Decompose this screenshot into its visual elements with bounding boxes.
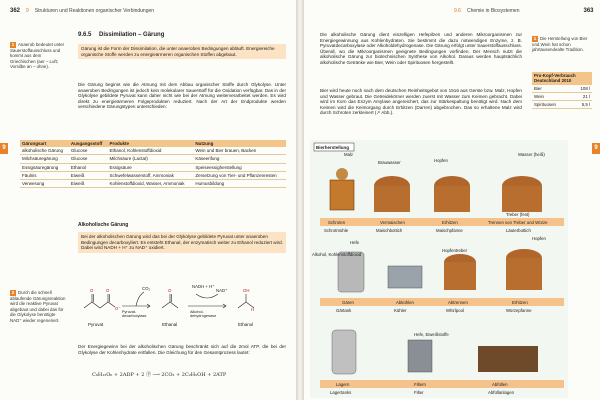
note-badge: 1	[11, 42, 15, 47]
stage-label: Whirlpool	[446, 308, 464, 313]
table-cell: Humusbildung	[193, 180, 286, 188]
scheme-enzyme: Alkohol-dehydrogenase	[190, 310, 217, 318]
consumption-title: Pro-Kopf-Verbrauch Deutschland 2010	[532, 72, 592, 85]
table-cell: Milchsäuregärung	[20, 155, 69, 163]
table-header: Ausgangsstoff	[69, 140, 108, 147]
stage-label: Maischbottich	[376, 228, 403, 233]
svg-text:O: O	[168, 288, 172, 293]
action-label: Lagern	[336, 382, 350, 387]
stage-label: Kühler	[394, 308, 407, 313]
stage-label: Gärtank	[336, 308, 352, 313]
table-header-row	[20, 140, 286, 147]
page-number: 362	[10, 7, 21, 14]
reaction-scheme-graphic	[78, 282, 288, 334]
action-label: Filtern	[414, 382, 426, 387]
action-label: Abtrennen	[448, 300, 468, 305]
scheme-enzyme: Pyruvat-decarboxylase	[122, 310, 147, 318]
left-page	[0, 0, 296, 400]
action-label: Erhitzen	[442, 220, 458, 225]
running-header-left	[10, 6, 154, 15]
margin-note-text: Die Herstellung von Bier und Wein hat schon jahrtausendealte Tradition.	[532, 36, 588, 53]
table-cell: Zersetzung von Tier- und Pflanzenresten	[193, 171, 286, 179]
chapter-title: Strukturen und Reaktionen organischer Verbindungen	[34, 7, 155, 14]
scheme-label: Pyruvat	[88, 322, 104, 327]
svg-text:O: O	[106, 288, 110, 293]
table-cell: Essigsäuregärung	[20, 163, 69, 171]
mash-tun-icon	[374, 176, 410, 212]
table-cell: Ethanol, Kohlenstoffdioxid	[107, 147, 193, 155]
table-cell: Ethanol	[69, 163, 108, 171]
table-cell: Milchsäure (Lactat)	[107, 155, 193, 163]
table-cell: Eiweiß	[69, 171, 108, 179]
yeast-out-label: Hefe, Eiweißstoffe	[414, 332, 449, 337]
body-paragraph: Die Gärung beginnt wie die Atmung mit dem Abbau organischer Stoffe durch Glykolyse. Unter anaeroben Bedingungen ist jedoch kein molekularer Sauerstoff für die Oxidation verfügbar. Das in der Glykolyse gebildete Pyruvat kann daher nicht wie bei der Atmung weiterverarbeitet werden. Es wird direkt zu energieärmeren Folgeprodukten reduziert. Nach der Art der Endprodukte werden verschiedene Gärungstypen unterschieden:	[78, 82, 286, 109]
definition-box: Gärung ist die Form der Dissimilation, die unter anaeroben Bedingungen abläuft. Energiereiche organische Stoffe werden zu energieärmeren organischen Stoffen abgebaut.	[78, 44, 286, 59]
table-row	[20, 180, 286, 188]
stage-label: Abfüllanlagen	[488, 390, 515, 395]
body-paragraph: Die alkoholische Gärung dient einzelligen Hefepilzen und anderen Mikroorganismen zur Energiegewinnung aus Kohlenhydraten. Sie bestimmt die dazu notwendigen Enzyme, z. B. Pyruvatdecarboxylase oder Alkoholdehydrogenase. Die Gärung erfolgt unter Sauerstoffausschluss. Überall, wo die Mikroorganismen geeignete Bedingungen vorfinden. Der Mensch nutzt die alkoholische Gärung zur biotechnischen Synthese von Alkohol. Daraus werden hauptsächlich alkoholische Getränke wie Bier, Wein oder Spirituosen hergestellt.	[320, 32, 522, 65]
svg-text:O⁻: O⁻	[115, 306, 121, 311]
table-cell: Kohlenstoffdioxid, Wasser, Ammoniak	[107, 180, 193, 188]
beer-production-diagram	[310, 140, 568, 398]
spent-grain-label: Treber (fest)	[506, 212, 530, 217]
table-row	[532, 101, 592, 109]
table-row	[20, 147, 286, 155]
mash-kettle-icon	[434, 176, 470, 212]
chapter-tab: 9	[592, 143, 600, 154]
table-cell: 108 l	[580, 85, 590, 91]
table-header: Gärungsart	[20, 140, 69, 147]
table-cell: Eiweiß	[69, 180, 108, 188]
yeast-label: Hefe	[350, 240, 360, 245]
brewing-water-label: Brauwasser	[378, 160, 401, 165]
margin-note	[532, 36, 592, 53]
scheme-co2: CO₂	[142, 286, 151, 291]
stage-label: Maischpfanne	[436, 228, 463, 233]
action-label: Abkühlen	[396, 300, 414, 305]
table-row	[20, 171, 286, 179]
note-badge: 1	[533, 36, 537, 41]
malt-label: Malz	[344, 152, 354, 157]
table-cell: alkoholische Gärung	[20, 147, 69, 155]
table-row	[20, 163, 286, 171]
margin-note-text: Anaerob bedeutet unter Sauerstoffausschluss und kommt aus dem Griechischen (aer – Luft; Vorsilbe an – ohne).	[10, 42, 65, 70]
consumption-table	[532, 72, 592, 109]
table-header: Produkte	[107, 140, 193, 147]
svg-text:O: O	[90, 288, 94, 293]
margin-note	[10, 42, 68, 70]
body-paragraph: Bier wird heute noch nach dem deutschen Reinheitsgebot von 1516 aus Gerste bzw. Malz, Hopfen und Wasser gebraut. Die Getreidekörner werden zuerst mit Wasser zum Keimen gebracht. Dabei wird im Korn das Enzym Amylase angereichert, das zur Stärkespaltung benötigt wird. Nach dem Keimen wird die Keimorgang durch Erhitzen (Darren) abgebrochen. Das so erhaltene Malz wird durch Schroten zerkleinert (↗ Abb.).	[320, 88, 522, 115]
table-cell: Schwefelwasserstoff, Ammoniak	[107, 171, 193, 179]
storage-tank-icon	[332, 330, 356, 374]
filter-icon	[408, 340, 432, 372]
scheme-label: Ethanal	[162, 322, 178, 327]
margin-note	[10, 290, 68, 323]
action-label: Schroten	[328, 220, 346, 225]
table-cell: Glucose	[69, 147, 108, 155]
cooler-icon	[388, 266, 422, 288]
page-number: 363	[583, 7, 594, 14]
water-label: Wasser (heiß)	[518, 152, 545, 157]
action-label: Abfüllen	[492, 382, 508, 387]
table-cell: Wein und Bier brauen, Backen	[193, 147, 286, 155]
table-header: Nutzung	[193, 140, 286, 147]
table-cell: Bier	[534, 85, 542, 91]
scheme-nadh: NADH + H⁺	[192, 284, 215, 289]
co2-label: Alkohol, Kohlenstoffdioxid	[312, 252, 362, 257]
whirlpool-icon	[444, 254, 476, 290]
table-cell: Käseerifung	[193, 155, 286, 163]
subsection-title: Alkoholische Gärung	[78, 222, 129, 228]
section-title	[78, 32, 164, 38]
right-page	[304, 0, 600, 400]
fermentation-table	[20, 140, 286, 188]
action-label: Gären	[342, 300, 354, 305]
stage-label: Lagertanks	[330, 390, 352, 395]
chapter-tab: 9	[0, 143, 8, 154]
action-label: Trennen von Treber und Würze	[488, 220, 548, 225]
diagram-title: Bierherstellung	[316, 145, 350, 150]
wort-kettle-icon	[506, 249, 542, 290]
overall-equation: C₆H₁₂O₆ + 2ADP + 2 Ⓟ ⟶ 2CO₂ + 2C₂H₅OH + 2ATP	[92, 372, 227, 378]
table-row	[20, 155, 286, 163]
table-cell: Speiseessigherstellung	[193, 163, 286, 171]
reaction-scheme	[78, 282, 288, 334]
stage-label: Schrotmühle	[324, 228, 349, 233]
section-title-text: Dissimilation – Gärung	[99, 32, 165, 38]
table-cell: Verwesung	[20, 180, 69, 188]
scheme-label: Ethanol	[238, 322, 254, 327]
table-cell: Fäulnis	[20, 171, 69, 179]
lauter-tun-icon	[502, 176, 542, 212]
scheme-nad: NAD⁺	[216, 288, 228, 293]
hops-label-2: Hopfen	[532, 236, 546, 241]
definition-box: Bei der alkoholischen Gärung wird das bei der Glykolyse gebildete Pyruvat unter anaeroben Bedingungen decarboxyliert. Es entsteht Ethanal, der enzymatisch weiter zu Ethanol reduziert wird. Dabei wird NADH + H⁺ zu NAD⁺ oxidiert.	[78, 232, 286, 253]
hops-label: Hopfen	[434, 158, 448, 163]
chapter-number: 9.6	[454, 7, 461, 14]
stage-label: Würzepfanne	[506, 308, 532, 313]
table-cell: 5,5 l	[581, 102, 590, 108]
table-row	[532, 93, 592, 101]
svg-text:H: H	[251, 307, 255, 312]
section-number: 9.6.5	[78, 32, 92, 38]
table-cell: Wein	[534, 93, 544, 99]
table-row	[532, 85, 592, 93]
note-badge: 2	[11, 290, 15, 295]
action-label: Erhitzen	[512, 300, 528, 305]
table-cell: Essigsäure	[107, 163, 193, 171]
running-header-right	[454, 6, 594, 15]
stage-label: Läuterbottich	[506, 228, 531, 233]
table-cell: Spirituosen	[534, 102, 556, 108]
chapter-number: 9	[26, 7, 29, 14]
stage-label: Filter	[414, 390, 424, 395]
action-label: Vermaischen	[380, 220, 405, 225]
bottling-icon	[478, 346, 538, 372]
body-paragraph: Der Energiegewinn bei der alkoholischen Gärung beschränkt sich auf die 2mol ATP, die bei der Glykolyse der Kohlenhydrate entfallen. Die Gleichung für den Gesamtprozess lautet:	[78, 344, 286, 355]
table-cell: 21 l	[582, 93, 590, 99]
margin-note-text: Durch die schnell ablaufende Gärungsreaktion wird die reaktive Pyruvat abgebaut und dabei das für die Glykolyse benötigte NAD⁺ wieder regeneriert.	[10, 290, 66, 323]
table-cell: Glucose	[69, 155, 108, 163]
fermentation-tank-icon	[338, 252, 364, 292]
svg-text:OH: OH	[243, 288, 250, 293]
spent-hops-label: Hopfentreber	[442, 248, 468, 253]
beer-production-graphic	[310, 140, 568, 398]
book-gutter	[296, 0, 304, 400]
chapter-title: Chemie in Biosystemen	[466, 7, 520, 14]
